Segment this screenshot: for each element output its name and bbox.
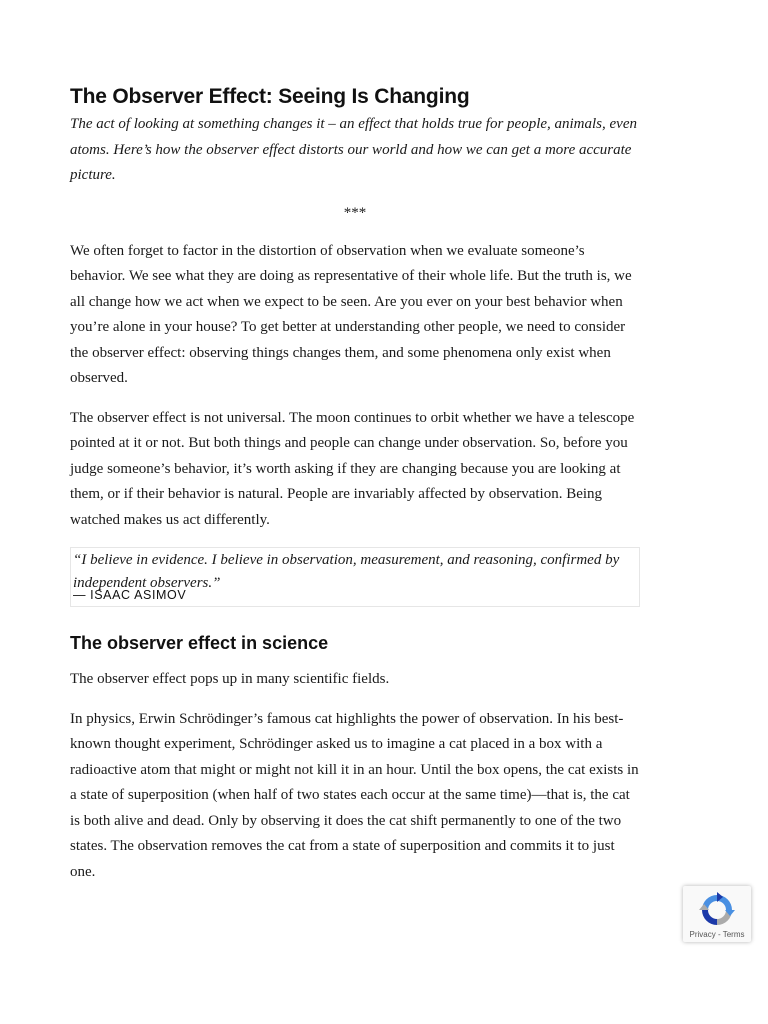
science-paragraph: The observer effect pops up in many scientific fields. <box>70 671 390 687</box>
article-title: The Observer Effect: Seeing Is Changing <box>70 85 470 108</box>
recaptcha-badge[interactable] <box>683 886 751 942</box>
section-separator: *** <box>343 204 367 221</box>
pull-quote <box>70 547 640 607</box>
link-separator: - <box>715 930 723 939</box>
intro-paragraph: The observer effect is not universal. The moon continues to orbit whether we have a telescope pointed at it or not. But both things and people can change under observation. So, before you judge someone’s behavior, it’s worth asking if they are changing because you are looking at them, or if their behavior is natural. People are invariably affected by observation. Being watched makes us act differently. <box>70 409 635 528</box>
recaptcha-links <box>683 930 751 939</box>
science-paragraph: In physics, Erwin Schrödinger’s famous cat highlights the power of observation. In his best-known thought experiment, Schrödinger asked us to imagine a cat placed in a box with a radioactive atom that might or might not kill it in an hour. Until the box opens, the cat exists in a state of superposition (when half of two states each occur at the same time)—that is, the cat is both alive and dead. Only by observing it does the cat shift permanently to one of the two states. The observation removes the cat from a state of superposition and commits it to just one. <box>70 710 639 880</box>
recaptcha-logo-icon <box>699 892 735 928</box>
terms-link[interactable]: Terms <box>722 930 745 939</box>
article <box>70 82 640 899</box>
quote-author: — ISAAC ASIMOV <box>73 588 187 602</box>
privacy-link[interactable]: Privacy <box>689 930 716 939</box>
section-heading: The observer effect in science <box>70 633 329 653</box>
quote-text: “I believe in evidence. I believe in observation, measurement, and reasoning, confirmed by independent observers.” <box>73 552 620 591</box>
intro-paragraph: We often forget to factor in the distortion of observation when we evaluate someone’s behavior. We see what they are doing as representative of their whole life. But the truth is, we all change how we act when we expect to be seen. Are you ever on your best behavior when you’re alone in your house? To get better at understanding other people, we need to consider the observer effect: observing things changes them, and some phenomena only exist when observed. <box>70 242 632 386</box>
article-subtitle: The act of looking at something changes it – an effect that holds true for people, animals, even atoms. Here’s how the observer effect distorts our world and how we can get a more accurate picture. <box>70 116 637 183</box>
